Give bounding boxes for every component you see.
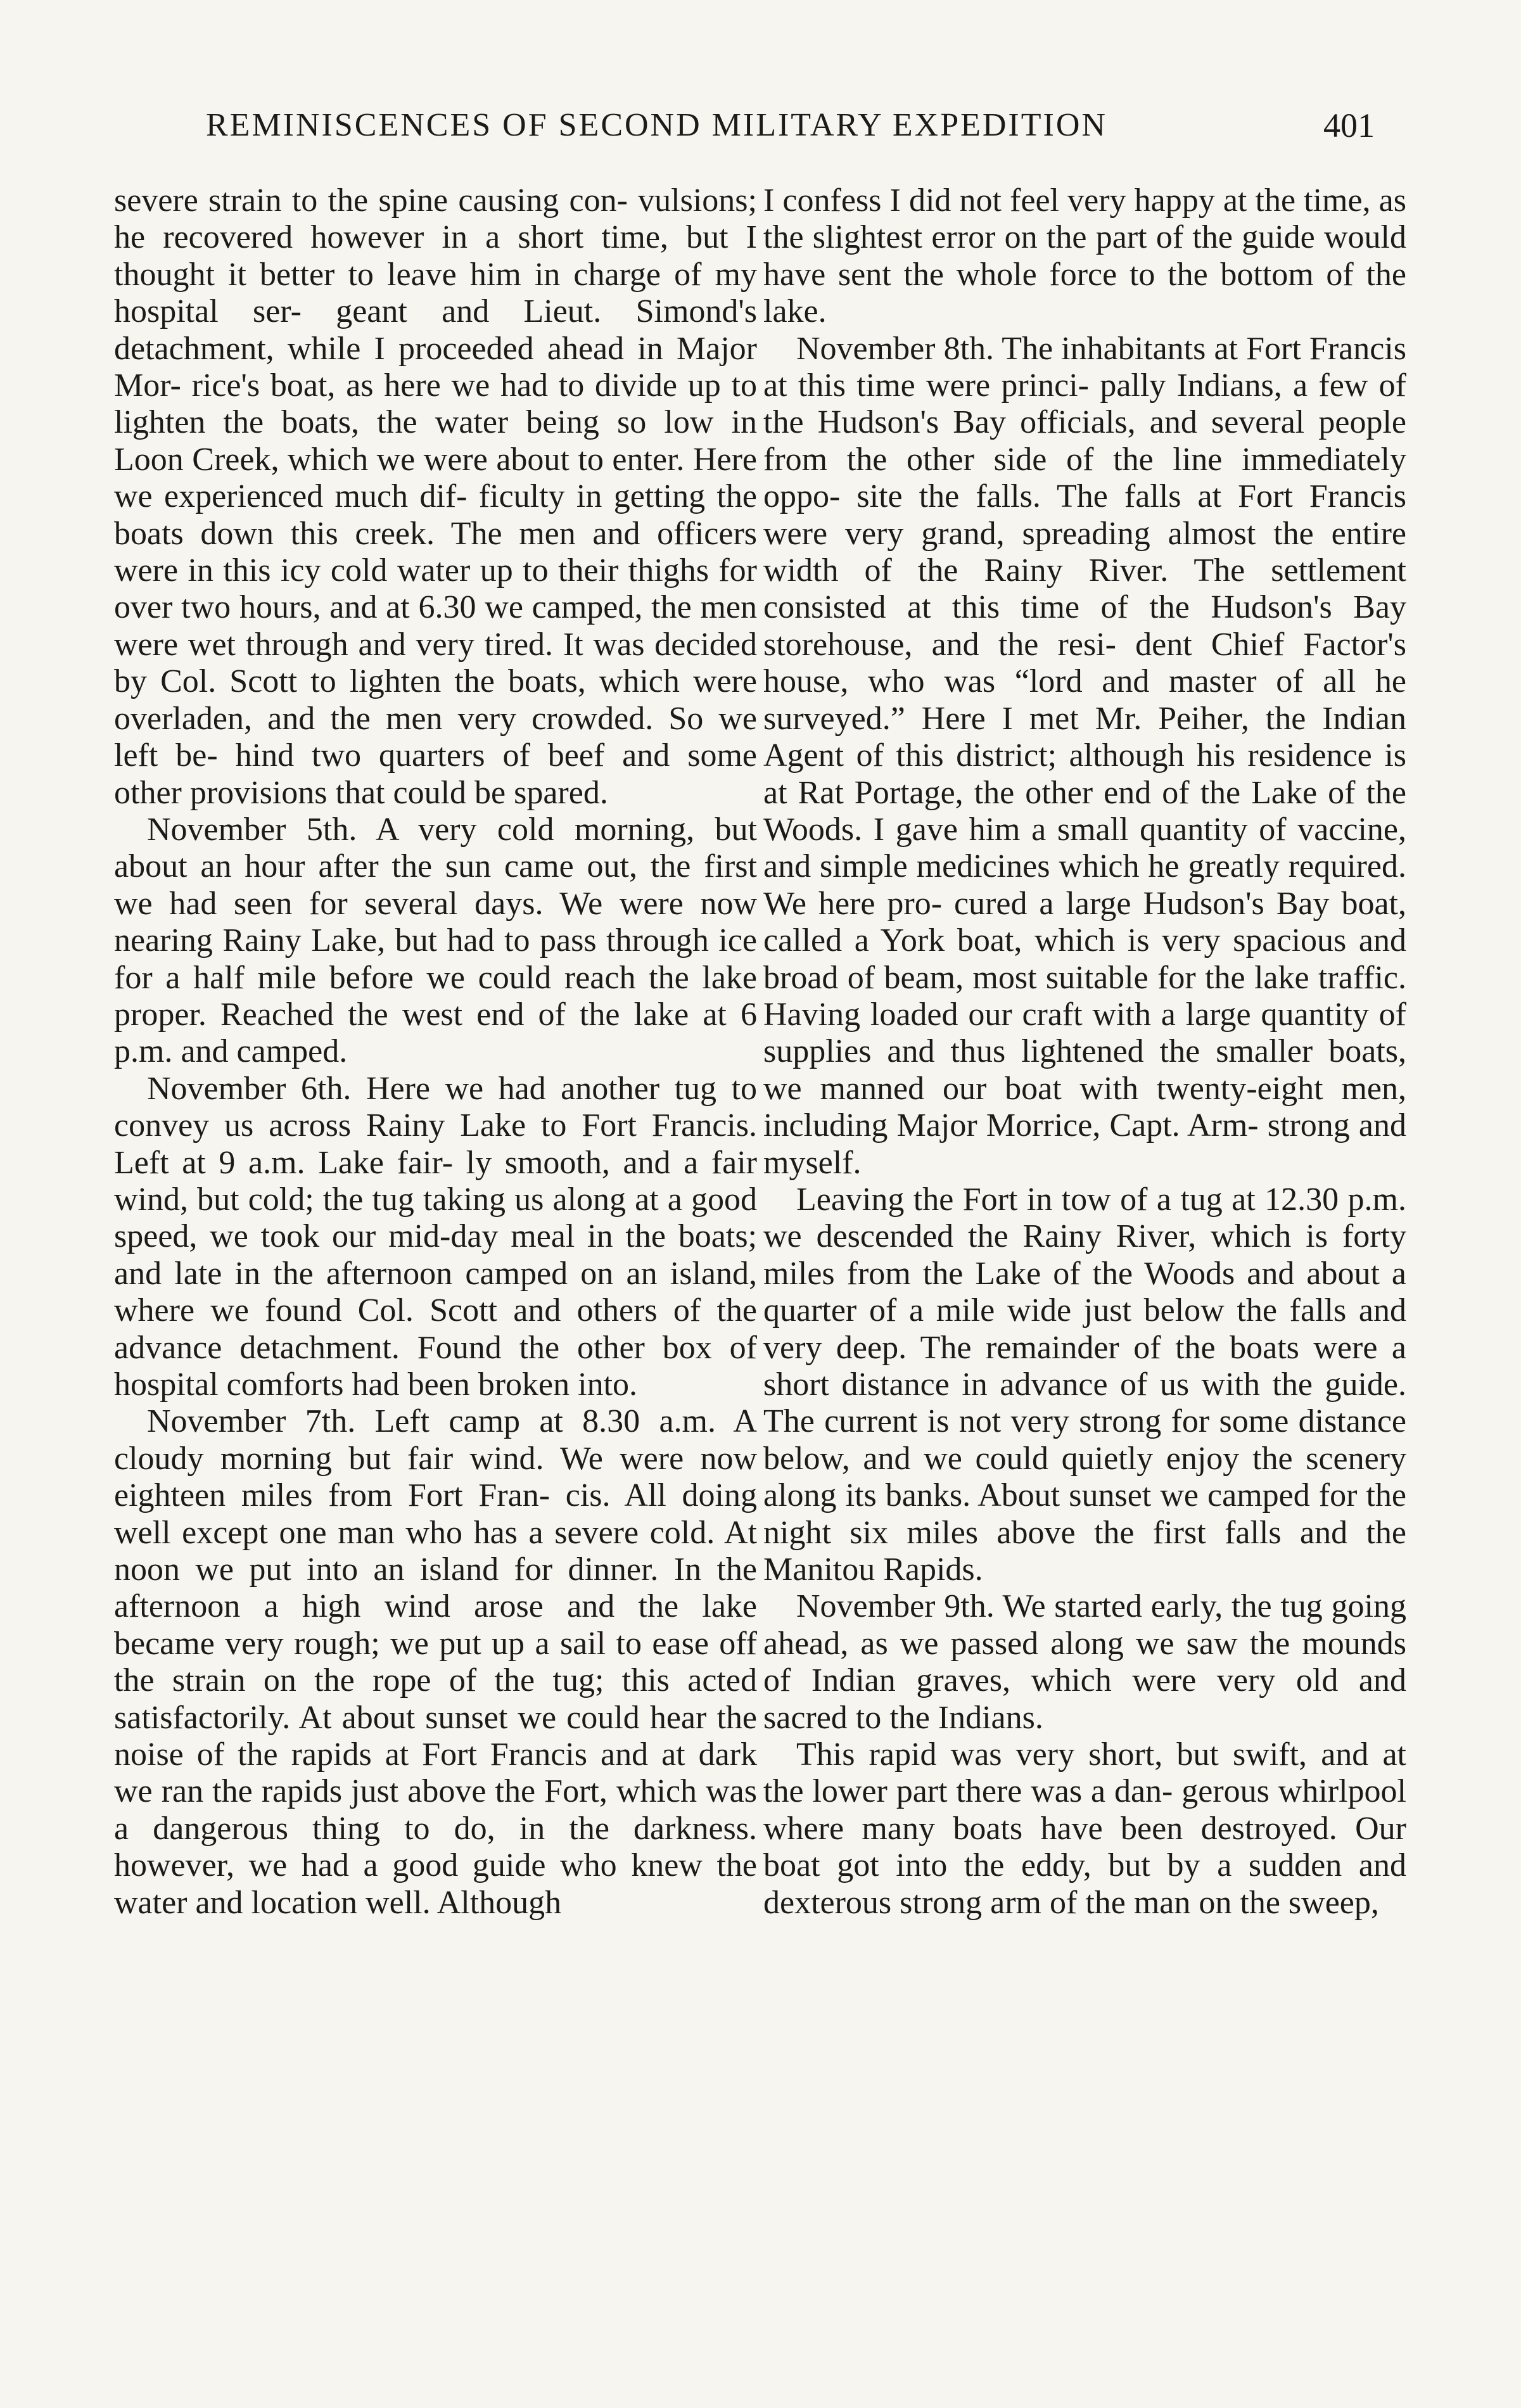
paragraph: severe strain to the spine causing con- vulsions; he recovered however in a short time, but I thought it better to leave him in charge of my hospital ser- geant and Lieut. Simond's detachment, while I proceeded ahead in Major Mor- rice's boat, as here we had to divide up to lighten the boats, the water being so low in Loon Creek, which we were about to enter. Here we experienced much dif- ficulty in getting the boats down this creek. The men and officers were in this icy cold water up to their thighs for over two hours, and at 6.30 we camped, the men were wet through and very tired. It was decided by Col. Scott to lighten the boats, which were overladen, and the men very crowded. So we left be- hind two quarters of beef and some other provisions that could be spared. — [114, 182, 757, 811]
paragraph: I confess I did not feel very happy at the time, as the slightest error on the part of the guide would have sent the whole force to the bottom of the lake. — [763, 182, 1406, 330]
paragraph: November 6th. Here we had another tug to convey us across Rainy Lake to Fort Francis. Left at 9 a.m. Lake fair- ly smooth, and a fair wind, but cold; the tug taking us along at a good speed, we took our mid-day meal in the boats; and late in the afternoon camped on an island, where we found Col. Scott and others of the advance detachment. Found the other box of hospital comforts had been broken into. — [114, 1070, 757, 1403]
paragraph: This rapid was very short, but swift, and at the lower part there was a dan- gerous whirlpool where many boats have been destroyed. Our boat got into the eddy, but by a sudden and dexterous strong arm of the man on the sweep, — [763, 1736, 1406, 1921]
paragraph: November 5th. A very cold morning, but about an hour after the sun came out, the first we had seen for several days. We were now nearing Rainy Lake, but had to pass through ice for a half mile before we could reach the lake proper. Reached the west end of the lake at 6 p.m. and camped. — [114, 811, 757, 1070]
paragraph: November 7th. Left camp at 8.30 a.m. A cloudy morning but fair wind. We were now eighteen miles from Fort Fran- cis. All doing well except one man who has a severe cold. At noon we put into an island for dinner. In the afternoon a high wind arose and the lake became very rough; we put up a sail to ease off the strain on the rope of the tug; this acted satisfactorily. At about sunset we could hear the noise of the rapids at Fort Francis and at dark we ran the rapids just above the Fort, which was a dangerous thing to do, in the darkness. however, we had a good guide who knew the water and location well. Although — [114, 1403, 757, 1921]
page-number: 401 — [1323, 106, 1375, 144]
paragraph: Leaving the Fort in tow of a tug at 12.30 p.m. we descended the Rainy River, which is forty miles from the Lake of the Woods and about a quarter of a mile wide just below the falls and very deep. The remainder of the boats were a short distance in advance of us with the guide. The current is not very strong for some distance below, and we could quietly enjoy the scenery along its banks. About sunset we camped for the night six miles above the first falls and the Manitou Rapids. — [763, 1181, 1406, 1588]
paragraph: November 9th. We started early, the tug going ahead, as we passed along we saw the mounds of Indian graves, which were very old and sacred to the Indians. — [763, 1588, 1406, 1736]
paragraph: November 8th. The inhabitants at Fort Francis at this time were princi- pally Indians, a few of the Hudson's Bay officials, and several people from the other side of the line immediately oppo- site the falls. The falls at Fort Francis were very grand, spreading almost the entire width of the Rainy River. The settlement consisted at this time of the Hudson's Bay storehouse, and the resi- dent Chief Factor's house, who was “lord and master of all he surveyed.” Here I met Mr. Peiher, the Indian Agent of this district; although his residence is at Rat Portage, the other end of the Lake of the Woods. I gave him a small quantity of vaccine, and simple medicines which he greatly required. We here pro- cured a large Hudson's Bay boat, called a York boat, which is very spacious and broad of beam, most suitable for the lake traffic. Having loaded our craft with a large quantity of supplies and thus lightened the smaller boats, we manned our boat with twenty-eight men, including Major Morrice, Capt. Arm- strong and myself. — [763, 330, 1406, 1181]
left-column — [114, 182, 757, 1921]
running-head: REMINISCENCES OF SECOND MILITARY EXPEDITION — [206, 107, 1107, 143]
right-column — [763, 182, 1406, 1921]
